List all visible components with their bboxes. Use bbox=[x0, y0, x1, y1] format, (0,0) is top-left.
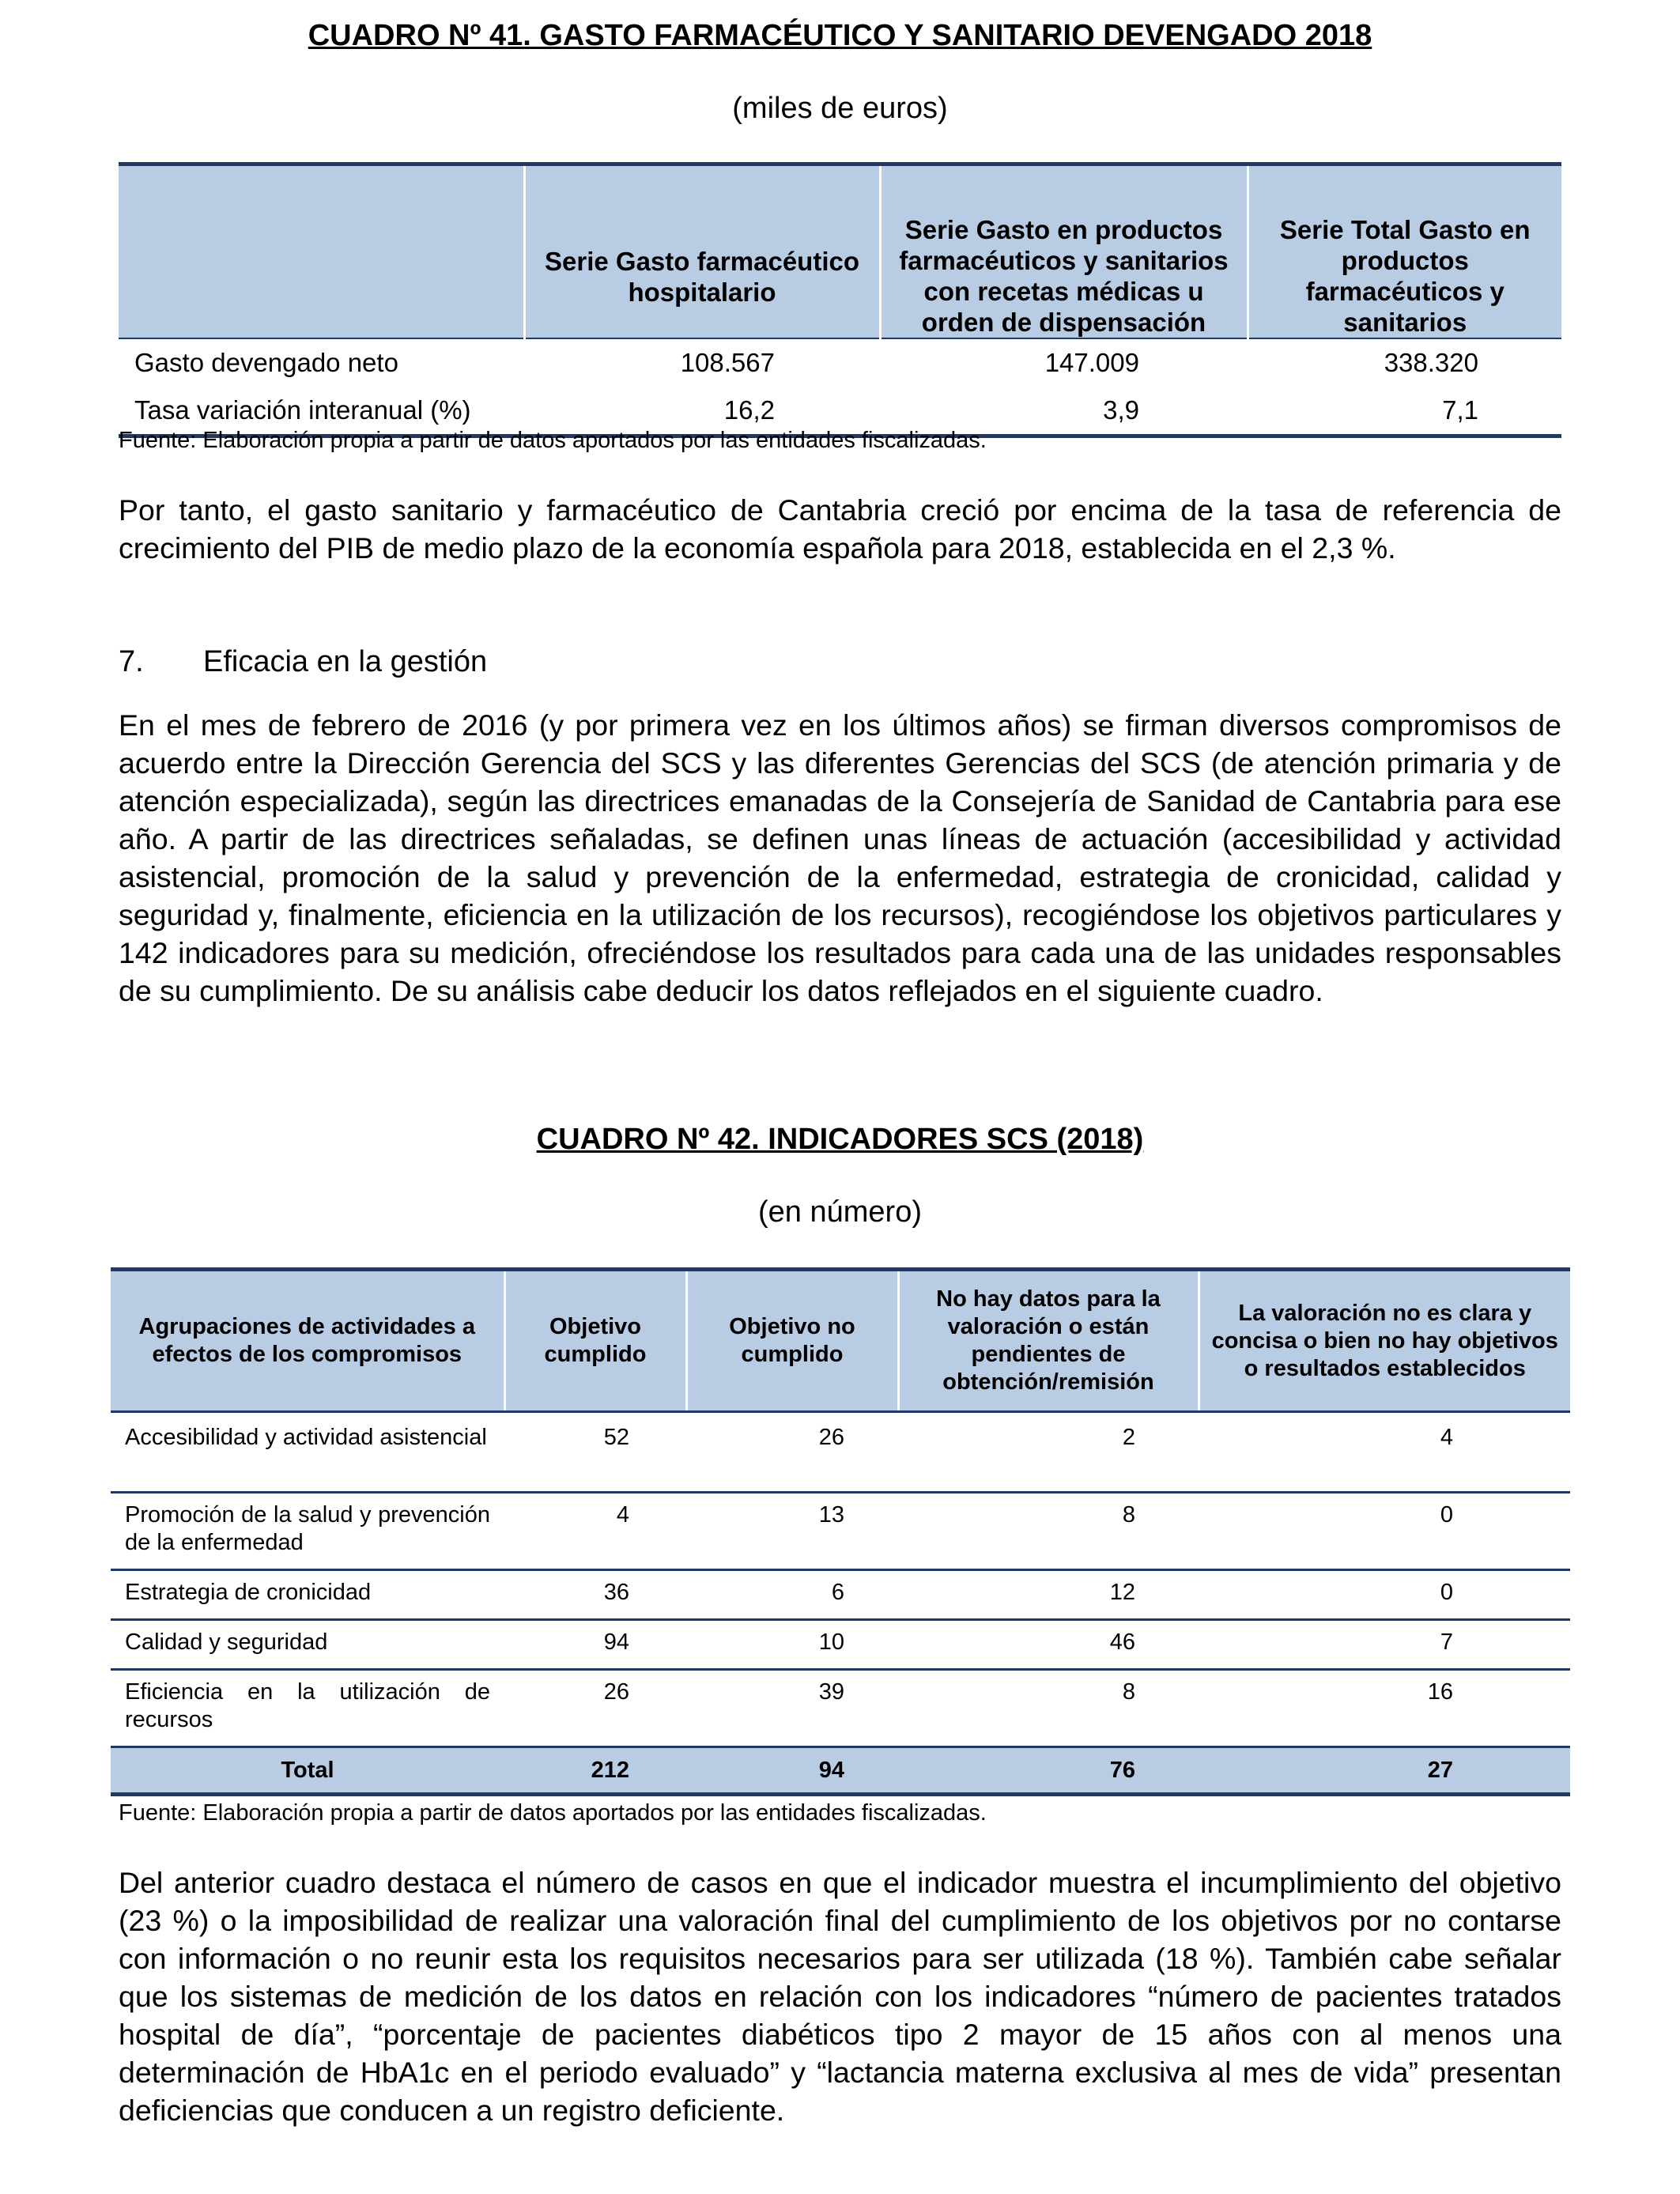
cell-value: 26 bbox=[686, 1412, 898, 1493]
table-row bbox=[111, 1570, 1570, 1620]
cuadro42-title: CUADRO Nº 42. INDICADORES SCS (2018) bbox=[536, 1123, 1144, 1156]
header-cell: Agrupaciones de actividades a efectos de los compromisos bbox=[111, 1270, 504, 1412]
cell-value: 94 bbox=[504, 1620, 686, 1670]
total-value: 76 bbox=[898, 1747, 1199, 1795]
cell-value: 16,2 bbox=[524, 387, 880, 436]
cell-value: 12 bbox=[898, 1570, 1199, 1620]
cell-value: 0 bbox=[1199, 1570, 1570, 1620]
cuadro41-source: Fuente: Elaboración propia a partir de datos aportados por las entidades fiscalizadas. bbox=[119, 428, 987, 453]
cell-value: 4 bbox=[504, 1493, 686, 1570]
table-header-row bbox=[111, 1270, 1570, 1412]
total-value: 94 bbox=[686, 1747, 898, 1795]
row-label: Tasa variación interanual (%) bbox=[119, 387, 524, 436]
cell-value: 7 bbox=[1199, 1620, 1570, 1670]
paragraph-1: Por tanto, el gasto sanitario y farmacéutico de Cantabria creció por encima de la tasa de referencia de crecimiento del PIB de medio plazo de la economía española para 2018, establecida en el 2,3 %. bbox=[119, 493, 1561, 565]
cuadro41-title: CUADRO Nº 41. GASTO FARMACÉUTICO Y SANITARIO DEVENGADO 2018 bbox=[308, 19, 1372, 52]
header-cell: Serie Total Gasto en productos farmacéuticos y sanitarios bbox=[1248, 164, 1561, 339]
cell-value: 108.567 bbox=[680, 348, 775, 377]
cell-value: 36 bbox=[504, 1570, 686, 1620]
row-label: Eficiencia en la utilización de recursos bbox=[111, 1670, 504, 1747]
total-value: 212 bbox=[504, 1747, 686, 1795]
cell-value: 8 bbox=[898, 1493, 1199, 1570]
paragraph-3: Del anterior cuadro destaca el número de casos en que el indicador muestra el incumplimiento del objetivo (23 %) o la imposibilidad de realizar una valoración final del cumplimiento de los objetivos por no contarse con información o no reunir esta los requisitos necesarios para ser utilizada (18 %). También cabe señalar que los sistemas de medición de los datos en relación con los indicadores “número de pacientes tratados hospital de día”, “porcentaje de pacientes diabéticos tipo 2 mayor de 15 años con al menos una determinación de HbA1c en el periodo evaluado” y “lactancia materna exclusiva al mes de vida” presentan deficiencias que conducen a un registro deficiente. bbox=[119, 1866, 1561, 2127]
total-row bbox=[111, 1747, 1570, 1795]
cell-value: 13 bbox=[686, 1493, 898, 1570]
section-heading bbox=[119, 647, 487, 677]
cuadro42-source: Fuente: Elaboración propia a partir de datos aportados por las entidades fiscalizadas. bbox=[119, 1800, 987, 1826]
cuadro41-subtitle: (miles de euros) bbox=[732, 92, 948, 125]
cell-value: 10 bbox=[686, 1620, 898, 1670]
cuadro42-table bbox=[111, 1267, 1570, 1796]
header-cell: Objetivo no cumplido bbox=[686, 1270, 898, 1412]
section-number: 7. bbox=[119, 645, 144, 678]
table-row bbox=[111, 1412, 1570, 1493]
row-label: Estrategia de cronicidad bbox=[111, 1570, 504, 1620]
cell-value: 2 bbox=[898, 1412, 1199, 1493]
row-label: Accesibilidad y actividad asistencial bbox=[111, 1412, 504, 1493]
total-value: 27 bbox=[1199, 1747, 1570, 1795]
cuadro42-subtitle: (en número) bbox=[758, 1195, 922, 1229]
total-label: Total bbox=[111, 1747, 504, 1795]
paragraph-2: En el mes de febrero de 2016 (y por primera vez en los últimos años) se firman diversos compromisos de acuerdo entre la Dirección Gerencia del SCS y las diferentes Gerencias del SCS (de atención primaria y de atención especializada), según las directrices emanadas de la Consejería de Sanidad de Cantabria para ese año. A partir de las directrices señaladas, se definen unas líneas de actuación (accesibilidad y actividad asistencial, promoción de la salud y prevención de la enfermedad, estrategia de cronicidad, calidad y seguridad y, finalmente, eficiencia en la utilización de los recursos), recogiéndose los objetivos particulares y 142 indicadores para su medición, ofreciéndose los resultados para cada una de las unidades responsables de su cumplimiento. De su análisis cabe deducir los datos reflejados en el siguiente cuadro. bbox=[119, 708, 1561, 1007]
cell-value: 52 bbox=[504, 1412, 686, 1493]
cell-value: 338.320 bbox=[1384, 348, 1478, 377]
section-title: Eficacia en la gestión bbox=[203, 645, 488, 678]
table-row bbox=[119, 338, 1561, 387]
cell-value: 7,1 bbox=[1248, 387, 1561, 436]
row-label: Promoción de la salud y prevención de la enfermedad bbox=[111, 1493, 504, 1570]
table-header-row bbox=[119, 164, 1561, 339]
cell-value: 39 bbox=[686, 1670, 898, 1747]
cuadro41-table bbox=[119, 162, 1561, 438]
header-cell: Objetivo cumplido bbox=[504, 1270, 686, 1412]
table-row bbox=[111, 1670, 1570, 1747]
row-label: Gasto devengado neto bbox=[134, 348, 398, 377]
cell-value: 147.009 bbox=[1044, 348, 1139, 377]
header-cell: Serie Gasto en productos farmacéuticos y sanitarios con recetas médicas u orden de dispensación bbox=[880, 164, 1248, 339]
cell-value: 0 bbox=[1199, 1493, 1570, 1570]
header-cell: Serie Gasto farmacéutico hospitalario bbox=[524, 164, 880, 339]
header-cell: La valoración no es clara y concisa o bien no hay objetivos o resultados establecidos bbox=[1199, 1270, 1570, 1412]
table-row bbox=[111, 1620, 1570, 1670]
cell-value: 46 bbox=[898, 1620, 1199, 1670]
cell-value: 16 bbox=[1199, 1670, 1570, 1747]
cell-value: 8 bbox=[898, 1670, 1199, 1747]
table-row bbox=[111, 1493, 1570, 1570]
cell-value: 26 bbox=[504, 1670, 686, 1747]
cell-value: 6 bbox=[686, 1570, 898, 1620]
row-label: Calidad y seguridad bbox=[111, 1620, 504, 1670]
cell-value: 4 bbox=[1199, 1412, 1570, 1493]
header-cell: No hay datos para la valoración o están pendientes de obtención/remisión bbox=[898, 1270, 1199, 1412]
cell-value: 3,9 bbox=[880, 387, 1248, 436]
header-cell bbox=[119, 164, 524, 339]
